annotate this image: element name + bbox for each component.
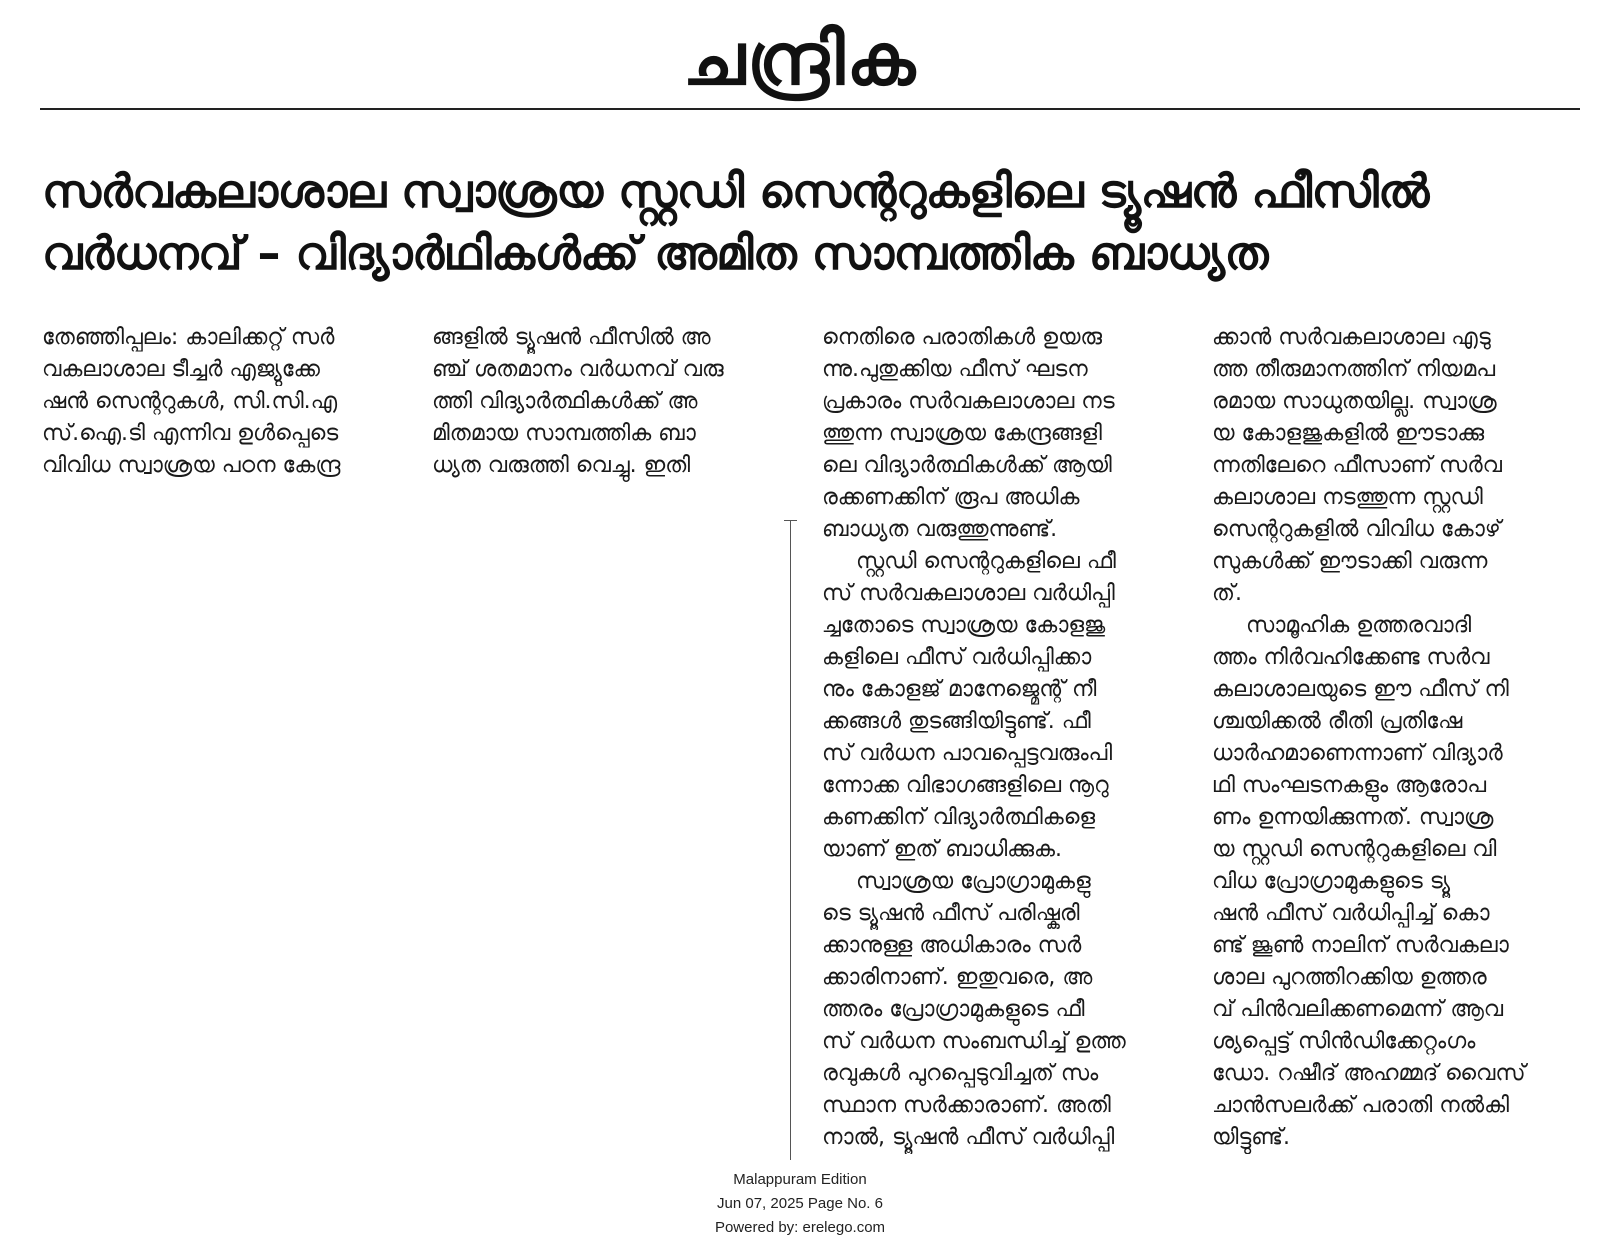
article-text-line: സാമൂഹിക ഉത്തരവാദി <box>1246 613 1472 638</box>
article-text-line: ഡോ. റഷീദ് അഹമ്മദ് വൈസ് <box>1212 1061 1526 1086</box>
article-text-line: സുകൾക്ക് ഈടാക്കി വരുന്ന <box>1212 549 1488 574</box>
newspaper-masthead: ചന്ദ്രിക <box>682 17 918 101</box>
article-text-line: കണക്കിന് വിദ്യാർത്ഥികളെ <box>822 805 1096 830</box>
article-text-line: നാൽ, ട്യൂഷൻ ഫീസ് വർധിപ്പി <box>822 1125 1115 1150</box>
article-text-line: യ കോളജുകളിൽ ഈടാക്കു <box>1212 421 1485 446</box>
column-divider-tick <box>784 520 797 521</box>
article-text-line: ഞ്ച് ശതമാനം വർധനവ് വരു <box>432 357 724 382</box>
article-text-line: ധ്യത വരുത്തി വെച്ചു. ഇതി <box>432 453 691 478</box>
headline-line: സർവകലാശാല സ്വാശ്രയ സ്റ്റഡി സെന്ററുകളിലെ ട്യൂഷൻ ഫീസിൽ <box>42 164 1429 218</box>
article-text-line: സ്വാശ്രയ പ്രോഗ്രാമുകളു <box>856 869 1091 894</box>
article-text-line: സ് വർധന പാവപ്പെട്ടവരുംപി <box>822 741 1113 766</box>
article-text-line: ണ്ട് ജൂൺ നാലിന് സർവകലാ <box>1212 933 1509 958</box>
article-text-line: സ്റ്റഡി സെന്ററുകളിലെ ഫീ <box>856 549 1116 574</box>
column-divider <box>790 520 791 1160</box>
article-column-1 <box>42 322 387 482</box>
edition-label: Malappuram Edition <box>733 1171 867 1188</box>
article-text-line: ശാല പുറത്തിറക്കിയ ഉത്തര <box>1212 965 1487 990</box>
article-text-line: കലാശാലയുടെ ഈ ഫീസ് നി <box>1212 677 1509 702</box>
article-text-line: ശ്യപ്പെട്ട് സിൻഡിക്കേറ്റംഗം <box>1212 1029 1476 1054</box>
article-column-3 <box>822 322 1167 1154</box>
article-text-line: സ് സർവകലാശാല വർധിപ്പി <box>822 581 1115 606</box>
article-text-line: വിവിധ സ്വാശ്രയ പഠന കേന്ദ്ര <box>42 453 341 478</box>
article-text-line: രക്കണക്കിന് രൂപ അധിക <box>822 485 1080 510</box>
article-text-line: ക്കങ്ങൾ തുടങ്ങിയിട്ടുണ്ട്. ഫീ <box>822 709 1091 734</box>
article-text-line: ത്ത തീരുമാനത്തിന് നിയമപ <box>1212 357 1496 382</box>
date-page-label: Jun 07, 2025 Page No. 6 <box>717 1195 883 1212</box>
headline-line: വർധനവ് – വിദ്യാർഥികൾക്ക് അമിത സാമ്പത്തിക ബാധ്യത <box>42 226 1268 280</box>
article-text-line: ന്നോക്ക വിഭാഗങ്ങളിലെ നൂറു <box>822 773 1109 798</box>
article-text-line: ത്തുന്ന സ്വാശ്രയ കേന്ദ്രങ്ങളി <box>822 421 1102 446</box>
article-text-line: തേഞ്ഞിപ്പലം: കാലിക്കറ്റ് സർ <box>42 325 335 350</box>
article-text-line: നെതിരെ പരാതികൾ ഉയരു <box>822 325 1103 350</box>
article-text-line: സ് വർധന സംബന്ധിച്ച് ഉത്ത <box>822 1029 1126 1054</box>
article-text-line: ടെ ട്യൂഷൻ ഫീസ് പരിഷ്കരി <box>822 901 1080 926</box>
masthead-rule <box>40 108 1580 110</box>
article-text-line: ണം ഉന്നയിക്കുന്നത്. സ്വാശ്ര <box>1212 805 1494 830</box>
article-text-line: സ്.ഐ.ടി എന്നിവ ഉൾപ്പെടെ <box>42 421 339 446</box>
article-text-line: മിതമായ സാമ്പത്തിക ബാ <box>432 421 696 446</box>
article-text-line: നും കോളജ് മാനേജ്മെന്റ് നീ <box>822 677 1097 702</box>
article-text-line: പ്രകാരം സർവകലാശാല നട <box>822 389 1115 414</box>
article-text-line: കളിലെ ഫീസ് വർധിപ്പിക്കാ <box>822 645 1092 670</box>
article-text-line: ത്. <box>1212 581 1242 606</box>
article-text-line: വ് പിൻവലിക്കണമെന്ന് ആവ <box>1212 997 1504 1022</box>
page-footer <box>0 1168 1600 1240</box>
article-text-line: ഷൻ സെന്ററുകൾ, സി.സി.എ <box>42 389 338 414</box>
article-text-line: ഷൻ ഫീസ് വർധിപ്പിച്ച് കൊ <box>1212 901 1490 926</box>
article-text-line: രമായ സാധുതയില്ല. സ്വാശ്ര <box>1212 389 1497 414</box>
article-text-line: ഥി സംഘടനകളും ആരോപ <box>1212 773 1487 798</box>
article-text-line: യ സ്റ്റഡി സെന്ററുകളിലെ വി <box>1212 837 1497 862</box>
article-text-line: യിട്ടുണ്ട്. <box>1212 1125 1291 1150</box>
article-text-line: ച്ചതോടെ സ്വാശ്രയ കോളജു <box>822 613 1106 638</box>
article-text-line: വിധ പ്രോഗ്രാമുകളുടെ ട്യൂ <box>1212 869 1451 894</box>
article-text-line: ചാൻസലർക്ക് പരാതി നൽകി <box>1212 1093 1510 1118</box>
article-text-line: ശ്ചയിക്കൽ രീതി പ്രതിഷേ <box>1212 709 1463 734</box>
article-text-line: ന്നതിലേറെ ഫീസാണ് സർവ <box>1212 453 1502 478</box>
article-text-line: ക്കാനുള്ള അധികാരം സർ <box>822 933 1082 958</box>
article-text-line: സ്ഥാന സർക്കാരാണ്. അതി <box>822 1093 1111 1118</box>
article-column-4 <box>1212 322 1557 1154</box>
article-text-line: ധാർഹമാണെന്നാണ് വിദ്യാർ <box>1212 741 1503 766</box>
article-text-line: ത്തം നിർവഹിക്കേണ്ട സർവ <box>1212 645 1490 670</box>
article-text-line: ത്തി വിദ്യാർത്ഥികൾക്ക് അ <box>432 389 698 414</box>
article-text-line: ന്നു.പുതുക്കിയ ഫീസ് ഘടന <box>822 357 1088 382</box>
article-text-line: ലെ വിദ്യാർത്ഥികൾക്ക് ആയി <box>822 453 1112 478</box>
article-column-2 <box>432 322 777 482</box>
article-text-line: രവുകൾ പുറപ്പെടുവിച്ചത് സം <box>822 1061 1099 1086</box>
article-text-line: വകലാശാല ടീച്ചർ എജ്യുക്കേ <box>42 357 320 382</box>
article-text-line: ക്കാൻ സർവകലാശാല എടു <box>1212 325 1491 350</box>
article-text-line: യാണ് ഇത് ബാധിക്കുക. <box>822 837 1062 862</box>
article-text-line: ങ്ങളിൽ ട്യൂഷൻ ഫീസിൽ അ <box>432 325 711 350</box>
article-text-line: ത്തരം പ്രോഗ്രാമുകളുടെ ഫീ <box>822 997 1085 1022</box>
article-headline <box>42 160 1582 284</box>
article-text-line: ബാധ്യത വരുത്തുന്നുണ്ട്. <box>822 517 1058 542</box>
powered-by-label: Powered by: erelego.com <box>714 1219 886 1236</box>
article-text-line: ക്കാരിനാണ്. ഇതുവരെ, അ <box>822 965 1093 990</box>
article-text-line: സെന്ററുകളിൽ വിവിധ കോഴ് <box>1212 517 1501 542</box>
article-text-line: കലാശാല നടത്തുന്ന സ്റ്റഡി <box>1212 485 1483 510</box>
